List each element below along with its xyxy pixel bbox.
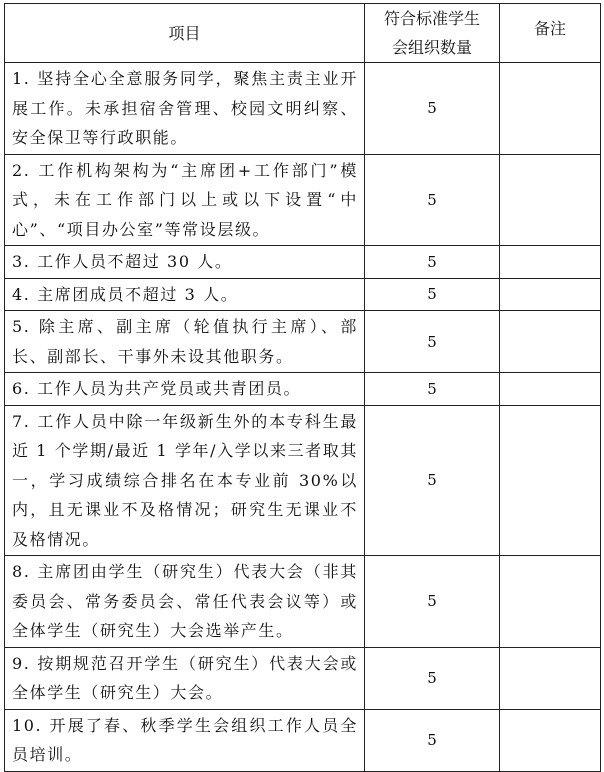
- table-row: [5, 556, 601, 648]
- row-3-item: 3. 工作人员不超过 30 人。: [5, 246, 365, 279]
- table-row: [5, 709, 601, 771]
- row-10-item: 10. 开展了春、秋季学生会组织工作人员全员培训。: [5, 709, 365, 771]
- table-row: [5, 405, 601, 556]
- row-8-note: [500, 556, 601, 648]
- row-8-item: 8. 主席团由学生（研究生）代表大会（非其委员会、常务委员会、常任代表会议等）或全体学生（研究生）大会选举产生。: [5, 556, 365, 648]
- row-10-count: 5: [365, 709, 500, 771]
- row-2-item: 2. 工作机构架构为“主席团+工作部门”模式，未在工作部门以上或以下设置“中心”、“项目办公室”等常设层级。: [5, 154, 365, 246]
- row-9-item: 9. 按期规范召开学生（研究生）代表大会或全体学生（研究生）大会。: [5, 647, 365, 709]
- table-row: [5, 647, 601, 709]
- table-row: [5, 154, 601, 246]
- row-1-item: 1. 坚持全心全意服务同学，聚焦主责主业开展工作。未承担宿舍管理、校园文明纠察、安全保卫等行政职能。: [5, 63, 365, 155]
- row-6-item: 6. 工作人员为共产党员或共青团员。: [5, 373, 365, 406]
- row-5-count: 5: [365, 311, 500, 373]
- row-1-count: 5: [365, 63, 500, 155]
- row-6-count: 5: [365, 373, 500, 406]
- row-7-item: 7. 工作人员中除一年级新生外的本专科生最近 1 个学期/最近 1 学年/入学以来三者取其一，学习成绩综合排名在本专业前 30%以内，且无课业不及格情况；研究生无课业不及格情况。: [5, 405, 365, 556]
- table-row: [5, 311, 601, 373]
- table-header-row: [5, 4, 601, 63]
- row-10-note: [500, 709, 601, 771]
- header-note: 备注: [500, 4, 601, 63]
- row-8-count: 5: [365, 556, 500, 648]
- row-4-note: [500, 278, 601, 311]
- row-2-count: 5: [365, 154, 500, 246]
- criteria-table: [4, 3, 601, 772]
- row-1-note: [500, 63, 601, 155]
- row-7-note: [500, 405, 601, 556]
- row-5-item: 5. 除主席、副主席（轮值执行主席）、部长、副部长、干事外未设其他职务。: [5, 311, 365, 373]
- table-row: [5, 373, 601, 406]
- row-9-note: [500, 647, 601, 709]
- row-3-note: [500, 246, 601, 279]
- table-row: [5, 246, 601, 279]
- row-4-count: 5: [365, 278, 500, 311]
- row-5-note: [500, 311, 601, 373]
- table-row: [5, 63, 601, 155]
- row-4-item: 4. 主席团成员不超过 3 人。: [5, 278, 365, 311]
- header-item: 项目: [5, 4, 365, 63]
- header-count: 符合标准学生会组织数量: [365, 4, 500, 63]
- table-row: [5, 278, 601, 311]
- row-9-count: 5: [365, 647, 500, 709]
- row-6-note: [500, 373, 601, 406]
- row-3-count: 5: [365, 246, 500, 279]
- row-2-note: [500, 154, 601, 246]
- row-7-count: 5: [365, 405, 500, 556]
